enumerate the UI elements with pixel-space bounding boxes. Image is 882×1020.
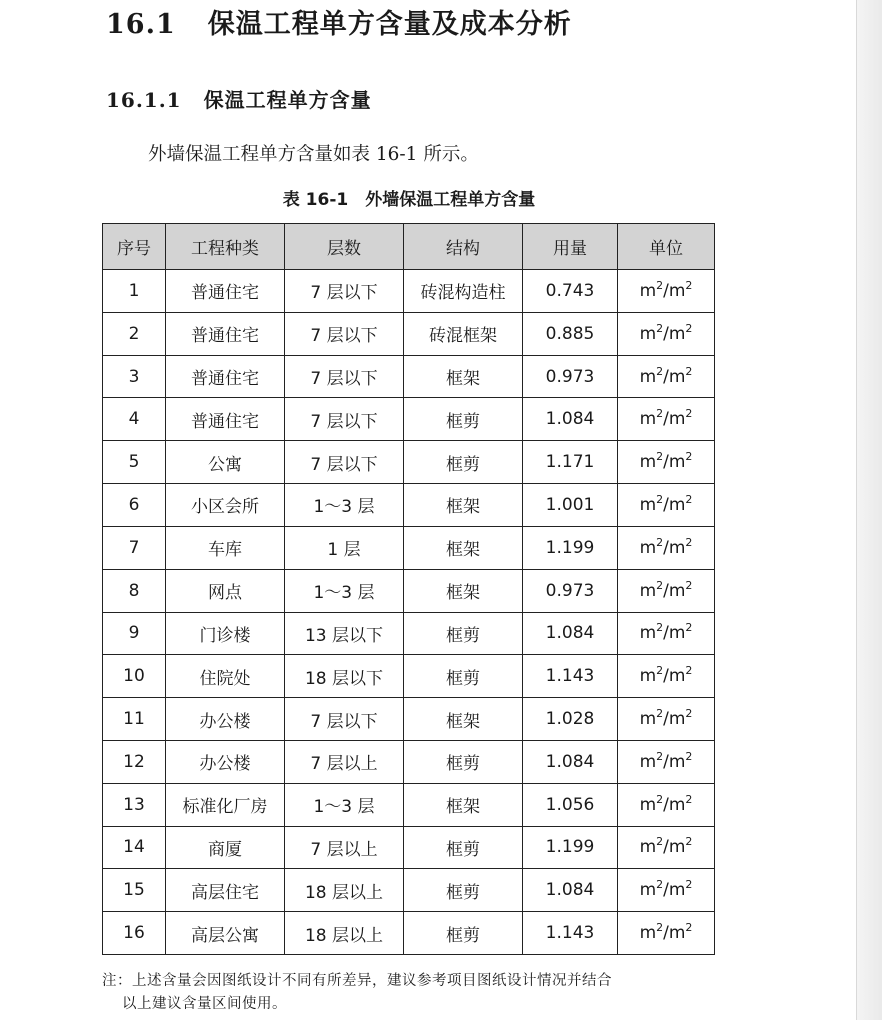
unit-base: m xyxy=(668,580,686,601)
unit-base: m xyxy=(668,280,686,301)
unit-exp: 2 xyxy=(685,492,693,506)
cell-floors: 7 层以下 xyxy=(285,398,404,441)
cell-unit xyxy=(618,740,715,783)
unit-base: m xyxy=(668,323,686,344)
table-row xyxy=(103,569,715,612)
table-row xyxy=(103,655,715,698)
table-note xyxy=(102,970,732,1016)
header-structure: 结构 xyxy=(404,224,523,270)
cell-floors: 7 层以上 xyxy=(285,740,404,783)
table-row xyxy=(103,869,715,912)
header-unit: 单位 xyxy=(618,224,715,270)
cell-structure: 框剪 xyxy=(404,398,523,441)
cell-index: 2 xyxy=(103,312,166,355)
cell-floors: 18 层以下 xyxy=(285,655,404,698)
table-row xyxy=(103,740,715,783)
cell-index: 1 xyxy=(103,270,166,313)
unit-exp: 2 xyxy=(685,835,693,849)
table-row xyxy=(103,783,715,826)
cell-structure: 框架 xyxy=(404,526,523,569)
unit-sep: / xyxy=(663,537,669,558)
cell-quantity: 1.084 xyxy=(523,869,618,912)
unit-exp: 2 xyxy=(685,749,693,763)
unit-exp: 2 xyxy=(656,450,664,464)
unit-base: m xyxy=(668,751,686,772)
cell-index: 6 xyxy=(103,484,166,527)
cell-unit xyxy=(618,398,715,441)
unit-exp: 2 xyxy=(656,278,664,292)
section-title: 保温工程单方含量及成本分析 xyxy=(207,9,572,40)
section-number: 16.1 xyxy=(106,9,176,40)
unit-base: m xyxy=(668,623,686,644)
cell-structure: 框剪 xyxy=(404,655,523,698)
unit-exp: 2 xyxy=(656,407,664,421)
cell-project-type: 普通住宅 xyxy=(166,312,285,355)
unit-base: m xyxy=(668,537,686,558)
cell-quantity: 0.885 xyxy=(523,312,618,355)
cell-quantity: 1.199 xyxy=(523,826,618,869)
cell-structure: 砖混构造柱 xyxy=(404,270,523,313)
cell-unit xyxy=(618,569,715,612)
unit-base: m xyxy=(639,666,657,687)
cell-unit xyxy=(618,312,715,355)
cell-unit xyxy=(618,869,715,912)
subsection-heading xyxy=(106,84,372,113)
cell-structure: 框架 xyxy=(404,484,523,527)
cell-quantity: 0.973 xyxy=(523,569,618,612)
unit-base: m xyxy=(668,409,686,430)
unit-base: m xyxy=(639,709,657,730)
cell-quantity: 1.199 xyxy=(523,526,618,569)
cell-floors: 18 层以上 xyxy=(285,869,404,912)
unit-exp: 2 xyxy=(656,664,664,678)
unit-sep: / xyxy=(663,409,669,430)
intro-paragraph: 外墙保温工程单方含量如表 16-1 所示。 xyxy=(148,144,479,165)
unit-exp: 2 xyxy=(656,364,664,378)
cell-structure: 框架 xyxy=(404,569,523,612)
note-line-2: 以上建议含量区间使用。 xyxy=(122,996,287,1012)
cell-index: 13 xyxy=(103,783,166,826)
cell-unit xyxy=(618,826,715,869)
unit-exp: 2 xyxy=(656,578,664,592)
cell-index: 8 xyxy=(103,569,166,612)
cell-project-type: 商厦 xyxy=(166,826,285,869)
cell-index: 10 xyxy=(103,655,166,698)
table-row xyxy=(103,912,715,955)
cell-quantity: 1.001 xyxy=(523,484,618,527)
cell-structure: 框剪 xyxy=(404,612,523,655)
cell-floors: 7 层以下 xyxy=(285,270,404,313)
cell-structure: 框架 xyxy=(404,355,523,398)
unit-base: m xyxy=(668,794,686,815)
cell-unit xyxy=(618,355,715,398)
cell-index: 16 xyxy=(103,912,166,955)
table-row xyxy=(103,441,715,484)
unit-exp: 2 xyxy=(685,792,693,806)
unit-exp: 2 xyxy=(685,407,693,421)
cell-structure: 砖混框架 xyxy=(404,312,523,355)
cell-index: 9 xyxy=(103,612,166,655)
cell-project-type: 普通住宅 xyxy=(166,270,285,313)
unit-base: m xyxy=(639,623,657,644)
unit-exp: 2 xyxy=(685,450,693,464)
unit-exp: 2 xyxy=(656,878,664,892)
unit-base: m xyxy=(639,794,657,815)
table-header-row xyxy=(103,224,715,270)
header-floors: 层数 xyxy=(285,224,404,270)
unit-base: m xyxy=(639,323,657,344)
unit-base: m xyxy=(668,880,686,901)
cell-unit xyxy=(618,441,715,484)
unit-sep: / xyxy=(663,751,669,772)
unit-exp: 2 xyxy=(656,835,664,849)
note-line-1: 注：上述含量会因图纸设计不同有所差异，建议参考项目图纸设计情况并结合 xyxy=(102,973,612,989)
unit-base: m xyxy=(639,409,657,430)
unit-base: m xyxy=(639,580,657,601)
unit-exp: 2 xyxy=(656,792,664,806)
cell-index: 4 xyxy=(103,398,166,441)
unit-sep: / xyxy=(663,923,669,944)
cell-project-type: 普通住宅 xyxy=(166,398,285,441)
cell-structure: 框剪 xyxy=(404,869,523,912)
cell-unit xyxy=(618,612,715,655)
unit-base: m xyxy=(668,452,686,473)
unit-exp: 2 xyxy=(656,492,664,506)
cell-floors: 13 层以下 xyxy=(285,612,404,655)
cell-quantity: 1.143 xyxy=(523,655,618,698)
cell-floors: 1～3 层 xyxy=(285,569,404,612)
cell-structure: 框架 xyxy=(404,698,523,741)
unit-exp: 2 xyxy=(685,321,693,335)
unit-base: m xyxy=(639,751,657,772)
unit-exp: 2 xyxy=(685,364,693,378)
cell-unit xyxy=(618,655,715,698)
unit-exp: 2 xyxy=(685,278,693,292)
table-row xyxy=(103,612,715,655)
cell-unit xyxy=(618,270,715,313)
cell-index: 3 xyxy=(103,355,166,398)
unit-sep: / xyxy=(663,366,669,387)
unit-sep: / xyxy=(663,837,669,858)
cell-project-type: 普通住宅 xyxy=(166,355,285,398)
cell-floors: 18 层以上 xyxy=(285,912,404,955)
unit-exp: 2 xyxy=(685,664,693,678)
cell-project-type: 车库 xyxy=(166,526,285,569)
unit-exp: 2 xyxy=(685,707,693,721)
cell-unit xyxy=(618,698,715,741)
unit-sep: / xyxy=(663,666,669,687)
unit-base: m xyxy=(639,366,657,387)
cell-unit xyxy=(618,912,715,955)
header-project-type: 工程种类 xyxy=(166,224,285,270)
cell-floors: 7 层以下 xyxy=(285,698,404,741)
unit-sep: / xyxy=(663,794,669,815)
table-row xyxy=(103,355,715,398)
unit-base: m xyxy=(639,494,657,515)
cell-structure: 框剪 xyxy=(404,912,523,955)
unit-base: m xyxy=(668,666,686,687)
cell-index: 12 xyxy=(103,740,166,783)
unit-sep: / xyxy=(663,494,669,515)
unit-base: m xyxy=(639,923,657,944)
unit-exp: 2 xyxy=(656,921,664,935)
cell-quantity: 1.084 xyxy=(523,740,618,783)
unit-sep: / xyxy=(663,323,669,344)
cell-quantity: 1.084 xyxy=(523,398,618,441)
cell-floors: 1 层 xyxy=(285,526,404,569)
unit-exp: 2 xyxy=(685,621,693,635)
unit-exp: 2 xyxy=(656,707,664,721)
cell-index: 14 xyxy=(103,826,166,869)
unit-exp: 2 xyxy=(685,878,693,892)
table-row xyxy=(103,826,715,869)
cell-project-type: 办公楼 xyxy=(166,698,285,741)
cell-project-type: 门诊楼 xyxy=(166,612,285,655)
cell-quantity: 1.028 xyxy=(523,698,618,741)
cell-structure: 框架 xyxy=(404,783,523,826)
table-row xyxy=(103,526,715,569)
cell-unit xyxy=(618,526,715,569)
unit-exp: 2 xyxy=(656,749,664,763)
cell-floors: 7 层以下 xyxy=(285,312,404,355)
unit-sep: / xyxy=(663,580,669,601)
unit-base: m xyxy=(639,452,657,473)
cell-project-type: 公寓 xyxy=(166,441,285,484)
header-index: 序号 xyxy=(103,224,166,270)
cell-index: 11 xyxy=(103,698,166,741)
table-row xyxy=(103,698,715,741)
cell-unit xyxy=(618,484,715,527)
cell-index: 7 xyxy=(103,526,166,569)
unit-base: m xyxy=(668,366,686,387)
cell-structure: 框剪 xyxy=(404,441,523,484)
unit-base: m xyxy=(639,837,657,858)
cell-project-type: 办公楼 xyxy=(166,740,285,783)
cell-quantity: 1.143 xyxy=(523,912,618,955)
table-caption: 表 16-1 外墙保温工程单方含量 xyxy=(282,190,536,210)
table-row xyxy=(103,484,715,527)
unit-base: m xyxy=(668,837,686,858)
unit-base: m xyxy=(639,880,657,901)
insulation-table xyxy=(102,223,715,955)
page-edge xyxy=(856,0,882,1020)
cell-floors: 1～3 层 xyxy=(285,484,404,527)
unit-exp: 2 xyxy=(656,535,664,549)
cell-quantity: 0.973 xyxy=(523,355,618,398)
table-row xyxy=(103,398,715,441)
cell-index: 15 xyxy=(103,869,166,912)
unit-sep: / xyxy=(663,280,669,301)
cell-index: 5 xyxy=(103,441,166,484)
unit-base: m xyxy=(639,280,657,301)
cell-floors: 7 层以上 xyxy=(285,826,404,869)
unit-sep: / xyxy=(663,623,669,644)
unit-exp: 2 xyxy=(656,321,664,335)
cell-project-type: 标准化厂房 xyxy=(166,783,285,826)
cell-floors: 1～3 层 xyxy=(285,783,404,826)
cell-quantity: 0.743 xyxy=(523,270,618,313)
cell-structure: 框剪 xyxy=(404,826,523,869)
unit-base: m xyxy=(668,709,686,730)
unit-exp: 2 xyxy=(685,921,693,935)
cell-project-type: 小区会所 xyxy=(166,484,285,527)
cell-project-type: 高层住宅 xyxy=(166,869,285,912)
unit-sep: / xyxy=(663,880,669,901)
table-row xyxy=(103,312,715,355)
cell-unit xyxy=(618,783,715,826)
subsection-number: 16.1.1 xyxy=(106,88,182,112)
header-quantity: 用量 xyxy=(523,224,618,270)
unit-sep: / xyxy=(663,709,669,730)
unit-base: m xyxy=(639,537,657,558)
cell-quantity: 1.084 xyxy=(523,612,618,655)
unit-sep: / xyxy=(663,452,669,473)
cell-floors: 7 层以下 xyxy=(285,355,404,398)
cell-quantity: 1.056 xyxy=(523,783,618,826)
unit-exp: 2 xyxy=(685,578,693,592)
cell-project-type: 高层公寓 xyxy=(166,912,285,955)
cell-structure: 框剪 xyxy=(404,740,523,783)
subsection-title: 保温工程单方含量 xyxy=(203,88,372,112)
table-row xyxy=(103,270,715,313)
cell-floors: 7 层以下 xyxy=(285,441,404,484)
cell-quantity: 1.171 xyxy=(523,441,618,484)
unit-base: m xyxy=(668,494,686,515)
cell-project-type: 网点 xyxy=(166,569,285,612)
unit-exp: 2 xyxy=(685,535,693,549)
unit-base: m xyxy=(668,923,686,944)
cell-project-type: 住院处 xyxy=(166,655,285,698)
unit-exp: 2 xyxy=(656,621,664,635)
section-heading xyxy=(106,2,572,41)
